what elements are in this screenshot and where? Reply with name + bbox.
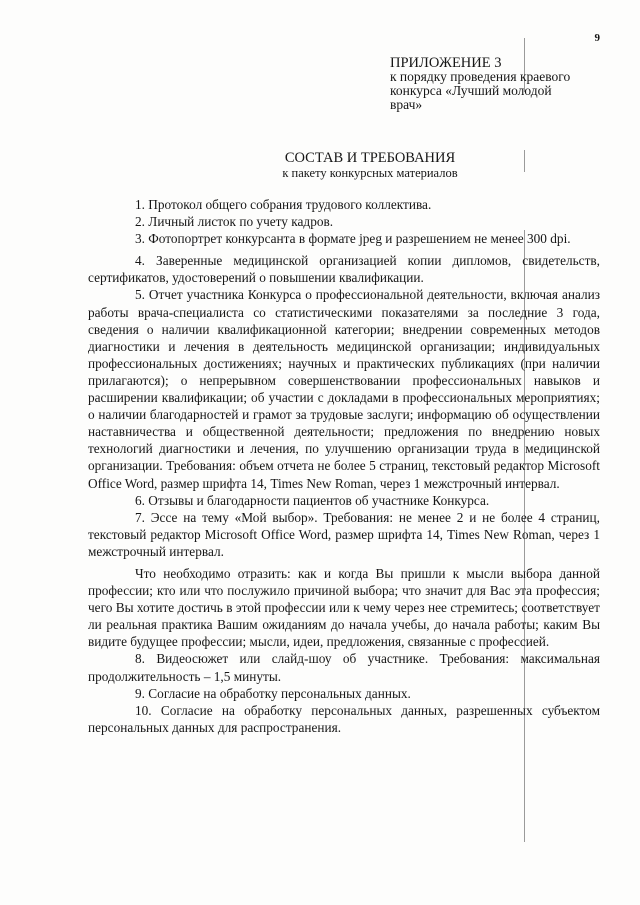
list-item: 6. Отзывы и благодарности пациентов об участнике Конкурса. (135, 492, 490, 508)
list-item: 1. Протокол общего собрания трудового коллектива. (135, 197, 432, 212)
list-item: 7. Эссе на тему «Мой выбор». Требования: не менее 2 и не более 4 страниц, текстовый редактор Microsoft Office Word, размер шрифта 14, Times New Roman, через 1 межстрочный интервал. (88, 509, 600, 559)
appendix-header (390, 56, 610, 112)
list-item: 8. Видеосюжет или слайд-шоу об участнике. Требования: максимальная продолжительность – 1,5 минуты. (88, 651, 600, 684)
list-item: 2. Личный листок по учету кадров. (135, 214, 334, 230)
list-item: 10. Согласие на обработку персональных данных, разрешенных субъектом персональных данных для распространения. (88, 702, 600, 735)
requirements-list (88, 196, 600, 736)
list-item: 4. Заверенные медицинской организацией копии дипломов, свидетельств, сертификатов, удостоверений о повышении квалификации. (88, 253, 600, 286)
list-item: Что необходимо отразить: как и когда Вы пришли к мысли выбора данной профессии; кто или что послужило причиной выбора; что значит для Вас эта профессия; чего Вы хотите достичь в этой профессии или к чему через нее стремитесь; соответствует ли реальная практика Вашим ожиданиям до начала учебы, до начала работы; каким Вы видите будущее профессии; мысли, идеи, предложения, связанные с профессией. (88, 565, 600, 650)
list-item: 5. Отчет участника Конкурса о профессиональной деятельности, включая анализ работы врача-специалиста со статистическими показателями за последние 3 года, сведения о наличии квалификационной категории; внедрении современных методов диагностики и лечения в деятельность медицинской организации; индивидуальных профессиональных достижениях; научных и практических публикациях (при наличии прилагаются); о непрерывном совершенствовании профессиональных навыков и расширении квалификации; об участии с докладами в профессиональных мероприятиях; о наличии благодарностей и грамот за трудовые заслуги; информацию об осуществлении наставничества и общественной деятельности; предложения по внедрению новых технологий диагностики и лечения, по улучшению организации труда в медицинской организации. Требования: объем отчета не более 5 страниц, текстовый редактор Microsoft Office Word, размер шрифта 14, Times New Roman, через 1 межстрочный интервал. (88, 287, 600, 491)
list-item: 9. Согласие на обработку персональных данных. (135, 685, 411, 701)
appendix-line: врач» (390, 97, 423, 112)
title-sub: к пакету конкурсных материалов (282, 166, 458, 180)
appendix-line: конкурса «Лучший молодой (390, 83, 552, 98)
appendix-line: к порядку проведения краевого (390, 69, 571, 84)
appendix-title: ПРИЛОЖЕНИЕ 3 (390, 55, 502, 71)
document-title (200, 150, 540, 181)
title-main: СОСТАВ И ТРЕБОВАНИЯ (284, 150, 456, 166)
list-item: 3. Фотопортрет конкурсанта в формате jpeg и разрешением не менее 300 dpi. (135, 231, 571, 247)
page-number: 9 (594, 32, 600, 44)
